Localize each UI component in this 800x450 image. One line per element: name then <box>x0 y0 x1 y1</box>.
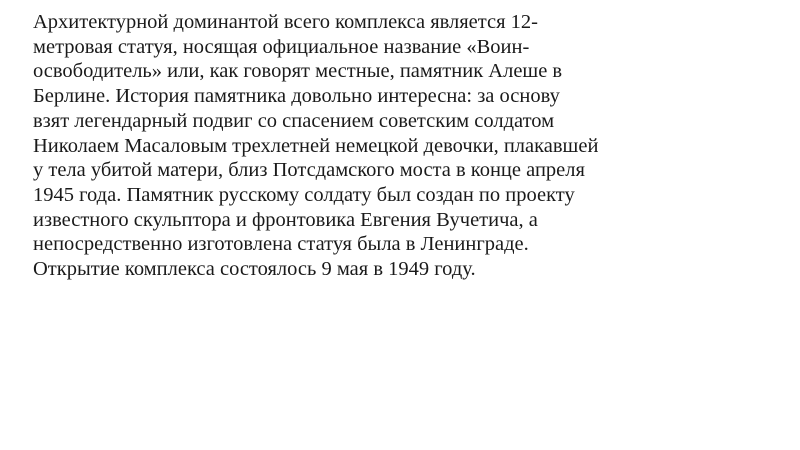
paragraph-line: Архитектурной доминантой всего комплекса является 12- <box>33 11 538 33</box>
paragraph-line: у тела убитой матери, близ Потсдамского моста в конце апреля <box>33 159 585 182</box>
paragraph-line: Берлине. История памятника довольно интересна: за основу <box>33 85 560 108</box>
paragraph-line: Открытие комплекса состоялось 9 мая в 1949 году. <box>33 258 476 281</box>
paragraph-line: метровая статуя, носящая официальное название «Воин- <box>33 35 530 58</box>
paragraph-line: освободитель» или, как говорят местные, памятник Алеше в <box>33 60 563 83</box>
body-paragraph <box>33 10 598 282</box>
paragraph-line: известного скульптора и фронтовика Евгения Вучетича, а <box>33 208 538 231</box>
paragraph-line: взят легендарный подвиг со спасением советским солдатом <box>33 109 555 132</box>
paragraph-line: 1945 года. Памятник русскому солдату был создан по проекту <box>33 183 575 206</box>
paragraph-line: Николаем Масаловым трехлетней немецкой девочки, плакавшей <box>33 134 599 157</box>
paragraph-line: непосредственно изготовлена статуя была в Ленинграде. <box>33 233 529 256</box>
